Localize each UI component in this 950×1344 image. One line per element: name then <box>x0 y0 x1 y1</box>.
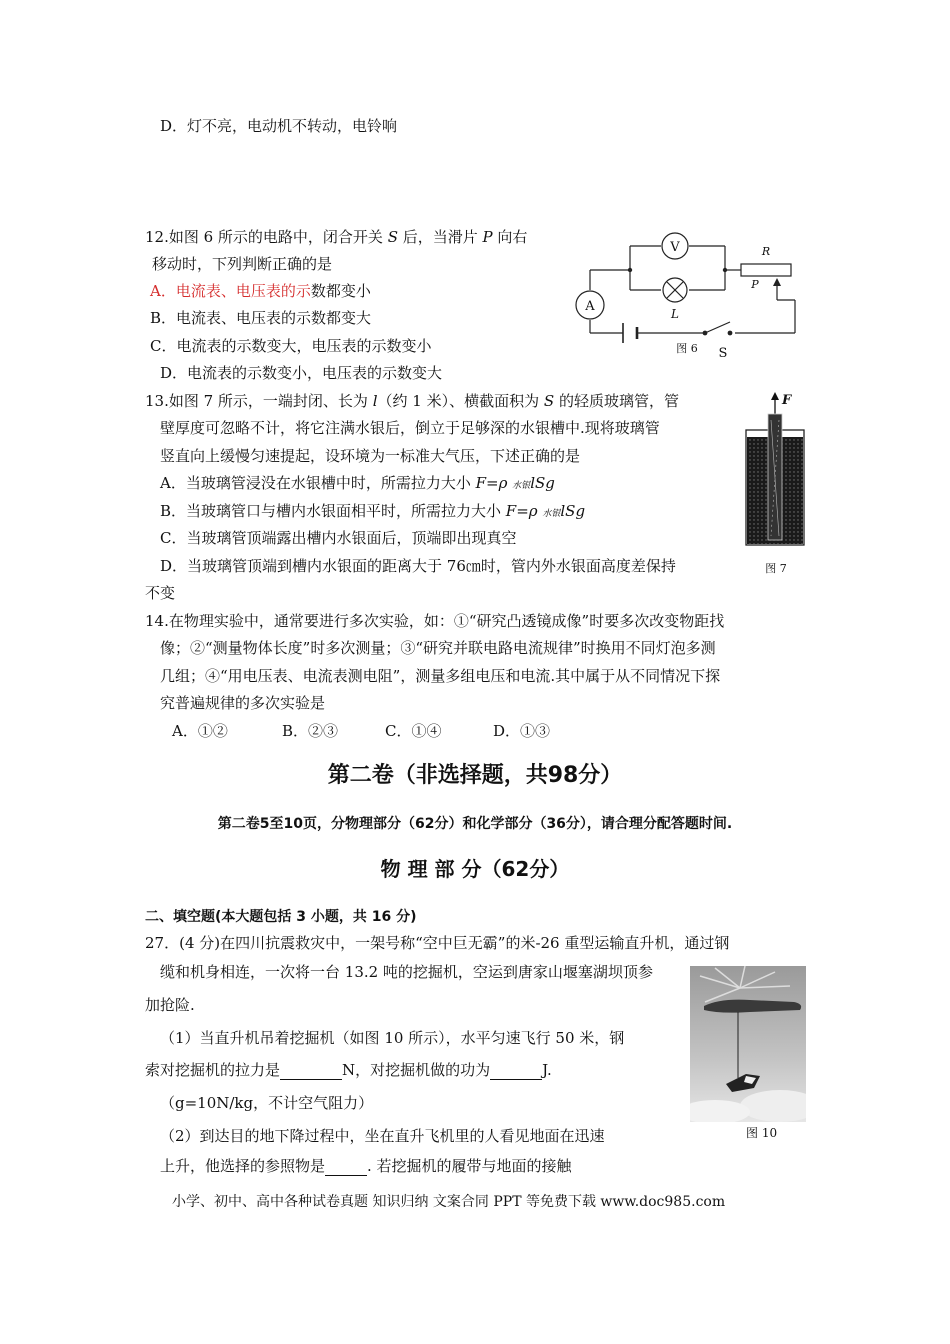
q13-option-a: A．当玻璃管浸没在水银槽中时，所需拉力大小 F=ρ 水银lSg <box>160 474 555 492</box>
q14-option-c: C．①④ <box>385 722 442 740</box>
q27-line2: 缆和机身相连，一次将一台 13.2 吨的挖掘机，空运到唐家山堰塞湖坝顶参 <box>160 963 653 981</box>
slider-label: P <box>751 278 759 291</box>
q12-stem-line1: 12.如图 6 所示的电路中，闭合开关 S 后，当滑片 P 向右 <box>145 228 528 246</box>
q14-stem-line3: 几组；④“用电压表、电流表测电阻”，测量多组电压和电流.其中属于从不同情况下探 <box>160 667 721 685</box>
answer-blank-work[interactable] <box>490 1063 542 1080</box>
q12-option-c: C．电流表的示数变大，电压表的示数变小 <box>150 337 432 355</box>
q14-option-a: A．①② <box>172 722 228 740</box>
figure-6-caption: 图 6 <box>676 342 698 355</box>
q27-line6: （g=10N/kg，不计空气阻力） <box>160 1094 374 1112</box>
switch-label: S <box>718 346 728 360</box>
q27-line3: 加抢险. <box>145 996 195 1014</box>
figure-7-tube <box>740 390 810 580</box>
voltmeter-label: V <box>670 240 680 255</box>
section-fill-blank: 二、填空题(本大题包括 3 小题，共 16 分) <box>145 909 417 925</box>
q27-line7: （2）到达目的地下降过程中，坐在直升飞机里的人看见地面在迅速 <box>160 1127 605 1145</box>
q14-option-b: B．②③ <box>282 722 339 740</box>
ammeter-label: A <box>585 299 595 314</box>
q13-stem-line3: 竖直向上缓慢匀速提起，设环境为一标准大气压，下述正确的是 <box>160 447 581 465</box>
q27-line8: 上升，他选择的参照物是 . 若挖掘机的履带与地面的接触 <box>160 1157 572 1175</box>
answer-blank-force[interactable] <box>280 1063 342 1080</box>
figure-10-helicopter-photo <box>690 966 806 1122</box>
rheostat-label: R <box>761 245 771 258</box>
force-label: F <box>782 393 792 408</box>
q13-option-d-cont: 不变 <box>145 584 176 602</box>
q27-line5: 索对挖掘机的拉力是 N，对挖掘机做的功为 J. <box>145 1061 552 1079</box>
q14-stem-line4: 究普遍规律的多次实验是 <box>160 694 326 712</box>
q12-option-d: D．电流表的示数变小，电压表的示数变大 <box>160 364 443 382</box>
q13-stem-line2: 壁厚度可忽略不计，将它注满水银后，倒立于足够深的水银槽中.现将玻璃管 <box>160 419 660 437</box>
q14-stem-line2: 像；②“测量物体长度”时多次测量；③“研究并联电路电流规律”时换用不同灯泡多测 <box>160 639 716 657</box>
q13-option-c: C．当玻璃管顶端露出槽内水银面后，顶端即出现真空 <box>160 529 517 547</box>
q12-stem-line2: 移动时，下列判断正确的是 <box>152 255 333 273</box>
q12-option-a: A．电流表、电压表的示数都变小 <box>150 282 371 300</box>
q14-option-d: D．①③ <box>493 722 551 740</box>
part2-note: 第二卷5至10页，分物理部分（62分）和化学部分（36分），请合理分配答题时间. <box>217 816 733 832</box>
q11-option-d: D．灯不亮，电动机不转动，电铃响 <box>160 117 398 135</box>
part2-title: 第二卷（非选择题，共98分） <box>327 763 623 788</box>
figure-10-caption: 图 10 <box>746 1126 778 1140</box>
footer-text: 小学、初中、高中各种试卷真题 知识归纳 文案合同 PPT 等免费下载 www.doc985.com <box>172 1194 726 1210</box>
q14-stem-line1: 14.在物理实验中，通常要进行多次实验，如：①“研究凸透镜成像”时要多次改变物距找 <box>145 612 725 630</box>
q27-line1: 27．(4 分)在四川抗震救灾中，一架号称“空中巨无霸”的米-26 重型运输直升机，通过钢 <box>145 934 730 952</box>
answer-blank-reference[interactable] <box>325 1159 367 1176</box>
lamp-label: L <box>671 307 679 321</box>
q12-option-b: B．电流表、电压表的示数都变大 <box>150 309 372 327</box>
q27-line4: （1）当直升机吊着挖掘机（如图 10 所示），水平匀速飞行 50 米，钢 <box>160 1029 625 1047</box>
figure-6-circuit <box>565 200 815 360</box>
q13-option-d: D．当玻璃管顶端到槽内水银面的距离大于 76㎝时，管内外水银面高度差保持 <box>160 557 676 575</box>
figure-7-caption: 图 7 <box>765 562 787 575</box>
q13-stem-line1: 13.如图 7 所示，一端封闭、长为 l（约 1 米）、横截面积为 S 的轻质玻璃管，管 <box>145 392 679 410</box>
physics-section-title: 物 理 部 分（62分） <box>380 857 570 881</box>
q13-option-b: B．当玻璃管口与槽内水银面相平时，所需拉力大小 F=ρ 水银lSg <box>160 502 586 520</box>
